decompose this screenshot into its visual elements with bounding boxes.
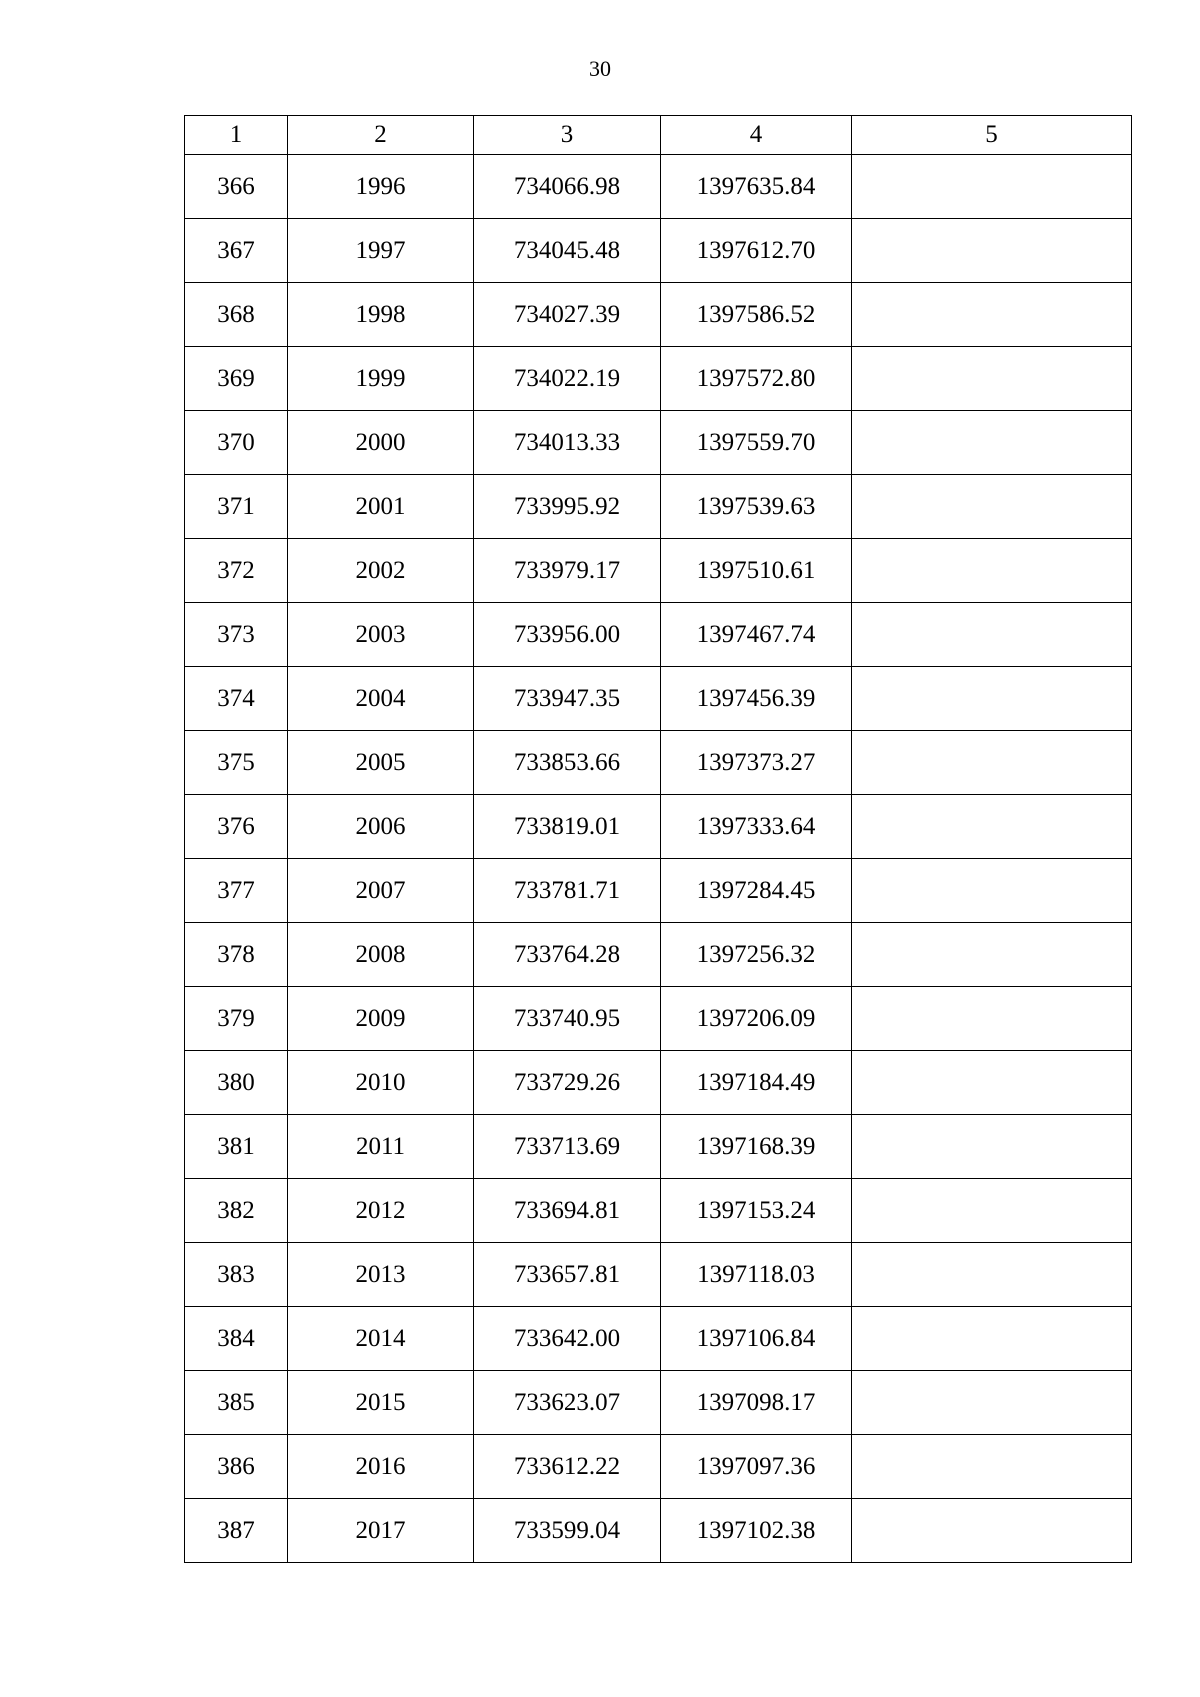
table-cell: 1996 <box>288 155 474 219</box>
table-cell: 377 <box>185 859 288 923</box>
table-cell: 1397106.84 <box>661 1307 852 1371</box>
table-cell: 2000 <box>288 411 474 475</box>
table-cell: 1999 <box>288 347 474 411</box>
table-cell: 734022.19 <box>474 347 661 411</box>
table-cell: 733995.92 <box>474 475 661 539</box>
table-cell <box>852 1179 1132 1243</box>
table-cell <box>852 1435 1132 1499</box>
table-cell: 1397612.70 <box>661 219 852 283</box>
table-cell: 1397572.80 <box>661 347 852 411</box>
table-cell: 369 <box>185 347 288 411</box>
table-cell: 1397284.45 <box>661 859 852 923</box>
table-cell: 1397467.74 <box>661 603 852 667</box>
table-cell: 379 <box>185 987 288 1051</box>
table-row <box>185 603 1132 667</box>
table-cell: 1998 <box>288 283 474 347</box>
table-cell: 733781.71 <box>474 859 661 923</box>
table-cell: 381 <box>185 1115 288 1179</box>
table-cell: 1397206.09 <box>661 987 852 1051</box>
table-cell <box>852 347 1132 411</box>
table-cell <box>852 283 1132 347</box>
table-cell: 733694.81 <box>474 1179 661 1243</box>
table-cell <box>852 475 1132 539</box>
table-cell: 1397184.49 <box>661 1051 852 1115</box>
table-row <box>185 219 1132 283</box>
table-cell: 387 <box>185 1499 288 1563</box>
table-cell: 734045.48 <box>474 219 661 283</box>
table-cell <box>852 731 1132 795</box>
table-row <box>185 411 1132 475</box>
table-cell: 375 <box>185 731 288 795</box>
table-cell: 733740.95 <box>474 987 661 1051</box>
table-cell: 733819.01 <box>474 795 661 859</box>
table-cell: 733642.00 <box>474 1307 661 1371</box>
table-header <box>185 116 1132 155</box>
table-row <box>185 1435 1132 1499</box>
table-cell: 2003 <box>288 603 474 667</box>
column-header: 5 <box>852 116 1132 155</box>
column-header: 2 <box>288 116 474 155</box>
table-row <box>185 283 1132 347</box>
table-cell: 2011 <box>288 1115 474 1179</box>
table-cell <box>852 667 1132 731</box>
table-cell: 733612.22 <box>474 1435 661 1499</box>
table-cell: 376 <box>185 795 288 859</box>
table-row <box>185 1499 1132 1563</box>
table-cell: 1397559.70 <box>661 411 852 475</box>
table-cell <box>852 1051 1132 1115</box>
table-row <box>185 1307 1132 1371</box>
table-cell <box>852 795 1132 859</box>
table-cell <box>852 1243 1132 1307</box>
table-cell: 385 <box>185 1371 288 1435</box>
table-cell: 734013.33 <box>474 411 661 475</box>
table-cell: 2009 <box>288 987 474 1051</box>
table-cell: 386 <box>185 1435 288 1499</box>
table-cell <box>852 1115 1132 1179</box>
table-cell <box>852 1371 1132 1435</box>
table-cell: 378 <box>185 923 288 987</box>
table-row <box>185 155 1132 219</box>
table-cell: 373 <box>185 603 288 667</box>
table-cell: 1397168.39 <box>661 1115 852 1179</box>
table-cell: 2008 <box>288 923 474 987</box>
table-cell: 733713.69 <box>474 1115 661 1179</box>
table-row <box>185 795 1132 859</box>
table-cell: 733623.07 <box>474 1371 661 1435</box>
table-cell <box>852 219 1132 283</box>
table-cell: 1397097.36 <box>661 1435 852 1499</box>
coordinates-table <box>184 115 1132 1563</box>
table-cell: 1397539.63 <box>661 475 852 539</box>
table-cell: 1397102.38 <box>661 1499 852 1563</box>
table-cell: 368 <box>185 283 288 347</box>
table-cell: 382 <box>185 1179 288 1243</box>
table-cell: 1397098.17 <box>661 1371 852 1435</box>
table-cell: 2005 <box>288 731 474 795</box>
table-cell: 2016 <box>288 1435 474 1499</box>
table-cell: 2004 <box>288 667 474 731</box>
table-cell: 1397153.24 <box>661 1179 852 1243</box>
table-cell: 1397456.39 <box>661 667 852 731</box>
table-row <box>185 1243 1132 1307</box>
table-cell <box>852 987 1132 1051</box>
table-cell: 733599.04 <box>474 1499 661 1563</box>
column-header: 1 <box>185 116 288 155</box>
page-number: 30 <box>589 56 611 81</box>
table-cell: 734027.39 <box>474 283 661 347</box>
table-row <box>185 1115 1132 1179</box>
table-cell: 383 <box>185 1243 288 1307</box>
table-cell: 2006 <box>288 795 474 859</box>
table-row <box>185 731 1132 795</box>
table-cell <box>852 923 1132 987</box>
table-cell: 384 <box>185 1307 288 1371</box>
table-cell: 733947.35 <box>474 667 661 731</box>
table-cell: 733657.81 <box>474 1243 661 1307</box>
table-cell: 733764.28 <box>474 923 661 987</box>
table-cell <box>852 603 1132 667</box>
table-cell: 370 <box>185 411 288 475</box>
table-cell: 2015 <box>288 1371 474 1435</box>
column-header: 3 <box>474 116 661 155</box>
header-row <box>185 116 1132 155</box>
table-cell: 2014 <box>288 1307 474 1371</box>
table-row <box>185 859 1132 923</box>
table-cell: 2010 <box>288 1051 474 1115</box>
table-row <box>185 667 1132 731</box>
table-row <box>185 1371 1132 1435</box>
table-cell: 372 <box>185 539 288 603</box>
table-cell: 2007 <box>288 859 474 923</box>
column-header: 4 <box>661 116 852 155</box>
table-cell: 1397373.27 <box>661 731 852 795</box>
table-row <box>185 1051 1132 1115</box>
table-cell: 367 <box>185 219 288 283</box>
table-cell: 733979.17 <box>474 539 661 603</box>
table-cell: 2013 <box>288 1243 474 1307</box>
table-row <box>185 1179 1132 1243</box>
table-cell: 1397635.84 <box>661 155 852 219</box>
table-cell: 733853.66 <box>474 731 661 795</box>
table-body <box>185 155 1132 1563</box>
table-cell: 1997 <box>288 219 474 283</box>
table-cell: 1397256.32 <box>661 923 852 987</box>
table-cell: 733729.26 <box>474 1051 661 1115</box>
table-cell <box>852 859 1132 923</box>
table-cell: 2017 <box>288 1499 474 1563</box>
table-row <box>185 347 1132 411</box>
table-cell <box>852 539 1132 603</box>
table-cell: 733956.00 <box>474 603 661 667</box>
table-cell <box>852 411 1132 475</box>
table-cell: 374 <box>185 667 288 731</box>
table-row <box>185 475 1132 539</box>
table-row <box>185 987 1132 1051</box>
table-cell: 371 <box>185 475 288 539</box>
table-row <box>185 923 1132 987</box>
table-cell <box>852 1499 1132 1563</box>
table-cell: 366 <box>185 155 288 219</box>
table-cell <box>852 155 1132 219</box>
table-cell: 2002 <box>288 539 474 603</box>
table-cell <box>852 1307 1132 1371</box>
table-cell: 2012 <box>288 1179 474 1243</box>
table-cell: 380 <box>185 1051 288 1115</box>
table-cell: 2001 <box>288 475 474 539</box>
table-cell: 1397510.61 <box>661 539 852 603</box>
table-cell: 1397586.52 <box>661 283 852 347</box>
table-cell: 1397333.64 <box>661 795 852 859</box>
table-cell: 1397118.03 <box>661 1243 852 1307</box>
table-cell: 734066.98 <box>474 155 661 219</box>
table-row <box>185 539 1132 603</box>
